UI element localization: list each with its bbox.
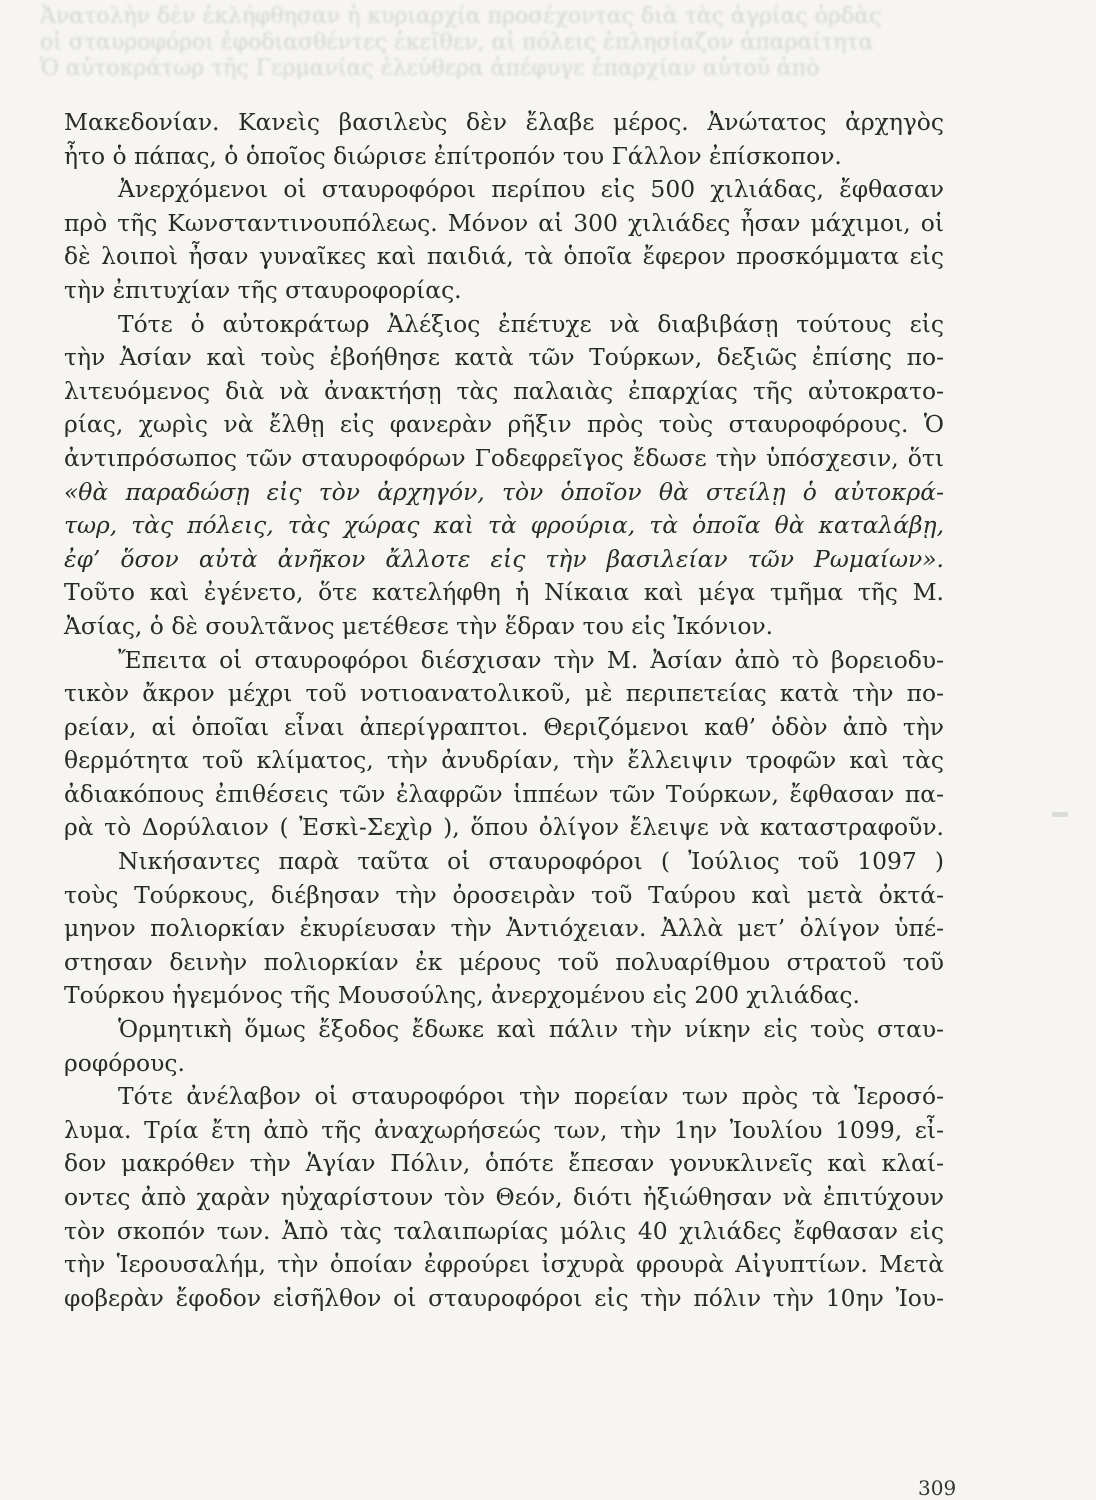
text-line: ἀντιπρόσωπος τῶν σταυροφόρων Γοδεφρεῖγος ἔδωσε τὴν ὑπόσχεσιν, ὅτι [64,443,944,472]
bleed-line: Ὁ αὐτοκράτωρ τῆς Γερμανίας ἐλεύθερα ἀπέφυγε ἐπαρχίαν αὐτοῦ ἀπὸ [40,56,820,81]
text-line: λιτευόμενος διὰ νὰ ἀνακτήσῃ τὰς παλαιὰς ἐπαρχίας τῆς αὐτοκρατο- [64,376,944,405]
text-line: Τότε ἀνέλαβον οἱ σταυροφόροι τὴν πορείαν των πρὸς τὰ Ἱεροσό- [118,1082,944,1111]
text-line: τικὸν ἄκρον μέχρι τοῦ νοτιοανατολικοῦ, μὲ περιπετείας κατὰ τὴν πο- [64,679,944,708]
text-line: Νικήσαντες παρὰ ταῦτα οἱ σταυροφόροι ( Ἰούλιος τοῦ 1097 ) [118,847,944,876]
text-line: Τοῦτο καὶ ἐγένετο, ὅτε κατελήφθη ἡ Νίκαια καὶ μέγα τμῆμα τῆς Μ. [64,578,944,607]
text-line: Ἔπειτα οἱ σταυροφόροι διέσχισαν τὴν Μ. Ἀσίαν ἀπὸ τὸ βορειοδυ- [118,645,944,674]
text-line: ρείαν, αἱ ὁποῖαι εἶναι ἀπερίγραπτοι. Θεριζόμενοι καθ’ ὁδὸν ἀπὸ τὴν [64,712,944,741]
text-line: ρίας, χωρὶς νὰ ἔλθῃ εἰς φανερὰν ρῆξιν πρὸς τοὺς σταυροφόρους. Ὁ [64,410,944,439]
text-line: τὴν Ἱερουσαλήμ, τὴν ὁποίαν ἐφρούρει ἰσχυρὰ φρουρὰ Αἰγυπτίων. Μετὰ [64,1250,944,1279]
text-line: Μακεδονίαν. Κανεὶς βασιλεὺς δὲν ἔλαβε μέρος. Ἀνώτατος ἀρχηγὸς [64,108,944,136]
text-line: μηνον πολιορκίαν ἐκυρίευσαν τὴν Ἀντιόχειαν. Ἀλλὰ μετ’ ὀλίγον ὑπέ- [64,914,944,943]
text-line: δον μακρόθεν τὴν Ἁγίαν Πόλιν, ὁπότε ἔπεσαν γονυκλινεῖς καὶ κλαί- [64,1149,944,1178]
text-line: θερμότητα τοῦ κλίματος, τὴν ἀνυδρίαν, τὴν ἔλλειψιν τροφῶν καὶ τὰς [64,746,944,775]
text-line: Ἀνερχόμενοι οἱ σταυροφόροι περίπου εἰς 500 χιλιάδας, ἔφθασαν [118,175,944,204]
text-line: ἦτο ὁ πάπας, ὁ ὁποῖος διώρισε ἐπίτροπόν του Γάλλον ἐπίσκοπον. [64,141,842,170]
text-line: φοβερὰν ἔφοδον εἰσῆλθον οἱ σταυροφόροι εἰς τὴν πόλιν τὴν 10ην Ἰου- [64,1283,944,1312]
text-line: «θὰ παραδώσῃ εἰς τὸν ἀρχηγόν, τὸν ὁποῖον θὰ στείλῃ ὁ αὐτοκρά- [64,477,944,506]
text-line: δὲ λοιποὶ ἦσαν γυναῖκες καὶ παιδιά, τὰ ὁποῖα ἔφερον προσκόμματα εἰς [64,242,944,271]
text-line: τωρ, τὰς πόλεις, τὰς χώρας καὶ τὰ φρούρια, τὰ ὁποῖα θὰ καταλάβῃ, [64,511,944,540]
page-body-text [64,106,944,1315]
text-line: ἐφ’ ὅσον αὐτὰ ἀνῆκον ἄλλοτε εἰς τὴν βασιλείαν τῶν Ρωμαίων». [64,544,944,573]
text-line: Ἀσίας, ὁ δὲ σουλτᾶνος μετέθεσε τὴν ἕδραν του εἰς Ἰκόνιον. [64,611,774,640]
text-line: στησαν δεινὴν πολιορκίαν ἐκ μέρους τοῦ πολυαρίθμου στρατοῦ τοῦ [64,947,944,976]
text-line: Ὁρμητικὴ ὅμως ἔξοδος ἔδωκε καὶ πάλιν τὴν νίκην εἰς τοὺς σταυ- [118,1015,944,1044]
text-line: ροφόρους. [64,1048,185,1077]
text-line: ρὰ τὸ Δορύλαιον ( Ἐσκὶ-Σεχὶρ ), ὅπου ὀλίγον ἔλειψε νὰ καταστραφοῦν. [64,813,944,842]
text-line: λυμα. Τρία ἔτη ἀπὸ τῆς ἀναχωρήσεώς των, τὴν 1ην Ἰουλίου 1099, εἶ- [64,1115,944,1144]
bleed-line: οἱ σταυροφόροι ἐφοδιασθέντες ἐκεῖθεν, αἱ πόλεις ἐπλησίαζον ἀπαραίτητα [40,30,874,55]
text-line: ἀδιακόπους ἐπιθέσεις τῶν ἐλαφρῶν ἱππέων τῶν Τούρκων, ἔφθασαν πα- [64,779,944,808]
bleed-through-text [40,4,1040,94]
text-line: Τούρκου ἡγεμόνος τῆς Μουσούλης, ἀνερχομένου εἰς 200 χιλιάδας. [64,981,860,1010]
text-line: Τότε ὁ αὐτοκράτωρ Ἀλέξιος ἐπέτυχε νὰ διαβιβάσῃ τούτους εἰς [118,309,944,338]
page-number: 309 [918,1476,957,1500]
text-line: τοὺς Τούρκους, διέβησαν τὴν ὀροσειρὰν τοῦ Ταύρου καὶ μετὰ ὀκτά- [64,880,944,909]
text-line: οντες ἀπὸ χαρὰν ηὐχαρίστουν τὸν Θεόν, διότι ἠξιώθησαν νὰ ἐπιτύχουν [64,1183,944,1211]
text-line: τὴν Ἀσίαν καὶ τοὺς ἐβοήθησε κατὰ τῶν Τούρκων, δεξιῶς ἐπίσης πο- [64,343,944,372]
text-line: τὴν ἐπιτυχίαν τῆς σταυροφορίας. [64,275,462,304]
bleed-line: Ἀνατολὴν δὲν ἐκλήφθησαν ἡ κυριαρχία προσέχοντας διὰ τὰς ἀγρίας ὁρδὰς [40,4,882,29]
margin-mark [1052,812,1068,817]
text-line: πρὸ τῆς Κωνσταντινουπόλεως. Μόνον αἱ 300 χιλιάδες ἦσαν μάχιμοι, οἱ [64,208,944,237]
text-line: τὸν σκοπόν των. Ἀπὸ τὰς ταλαιπωρίας μόλις 40 χιλιάδες ἔφθασαν εἰς [64,1216,944,1245]
